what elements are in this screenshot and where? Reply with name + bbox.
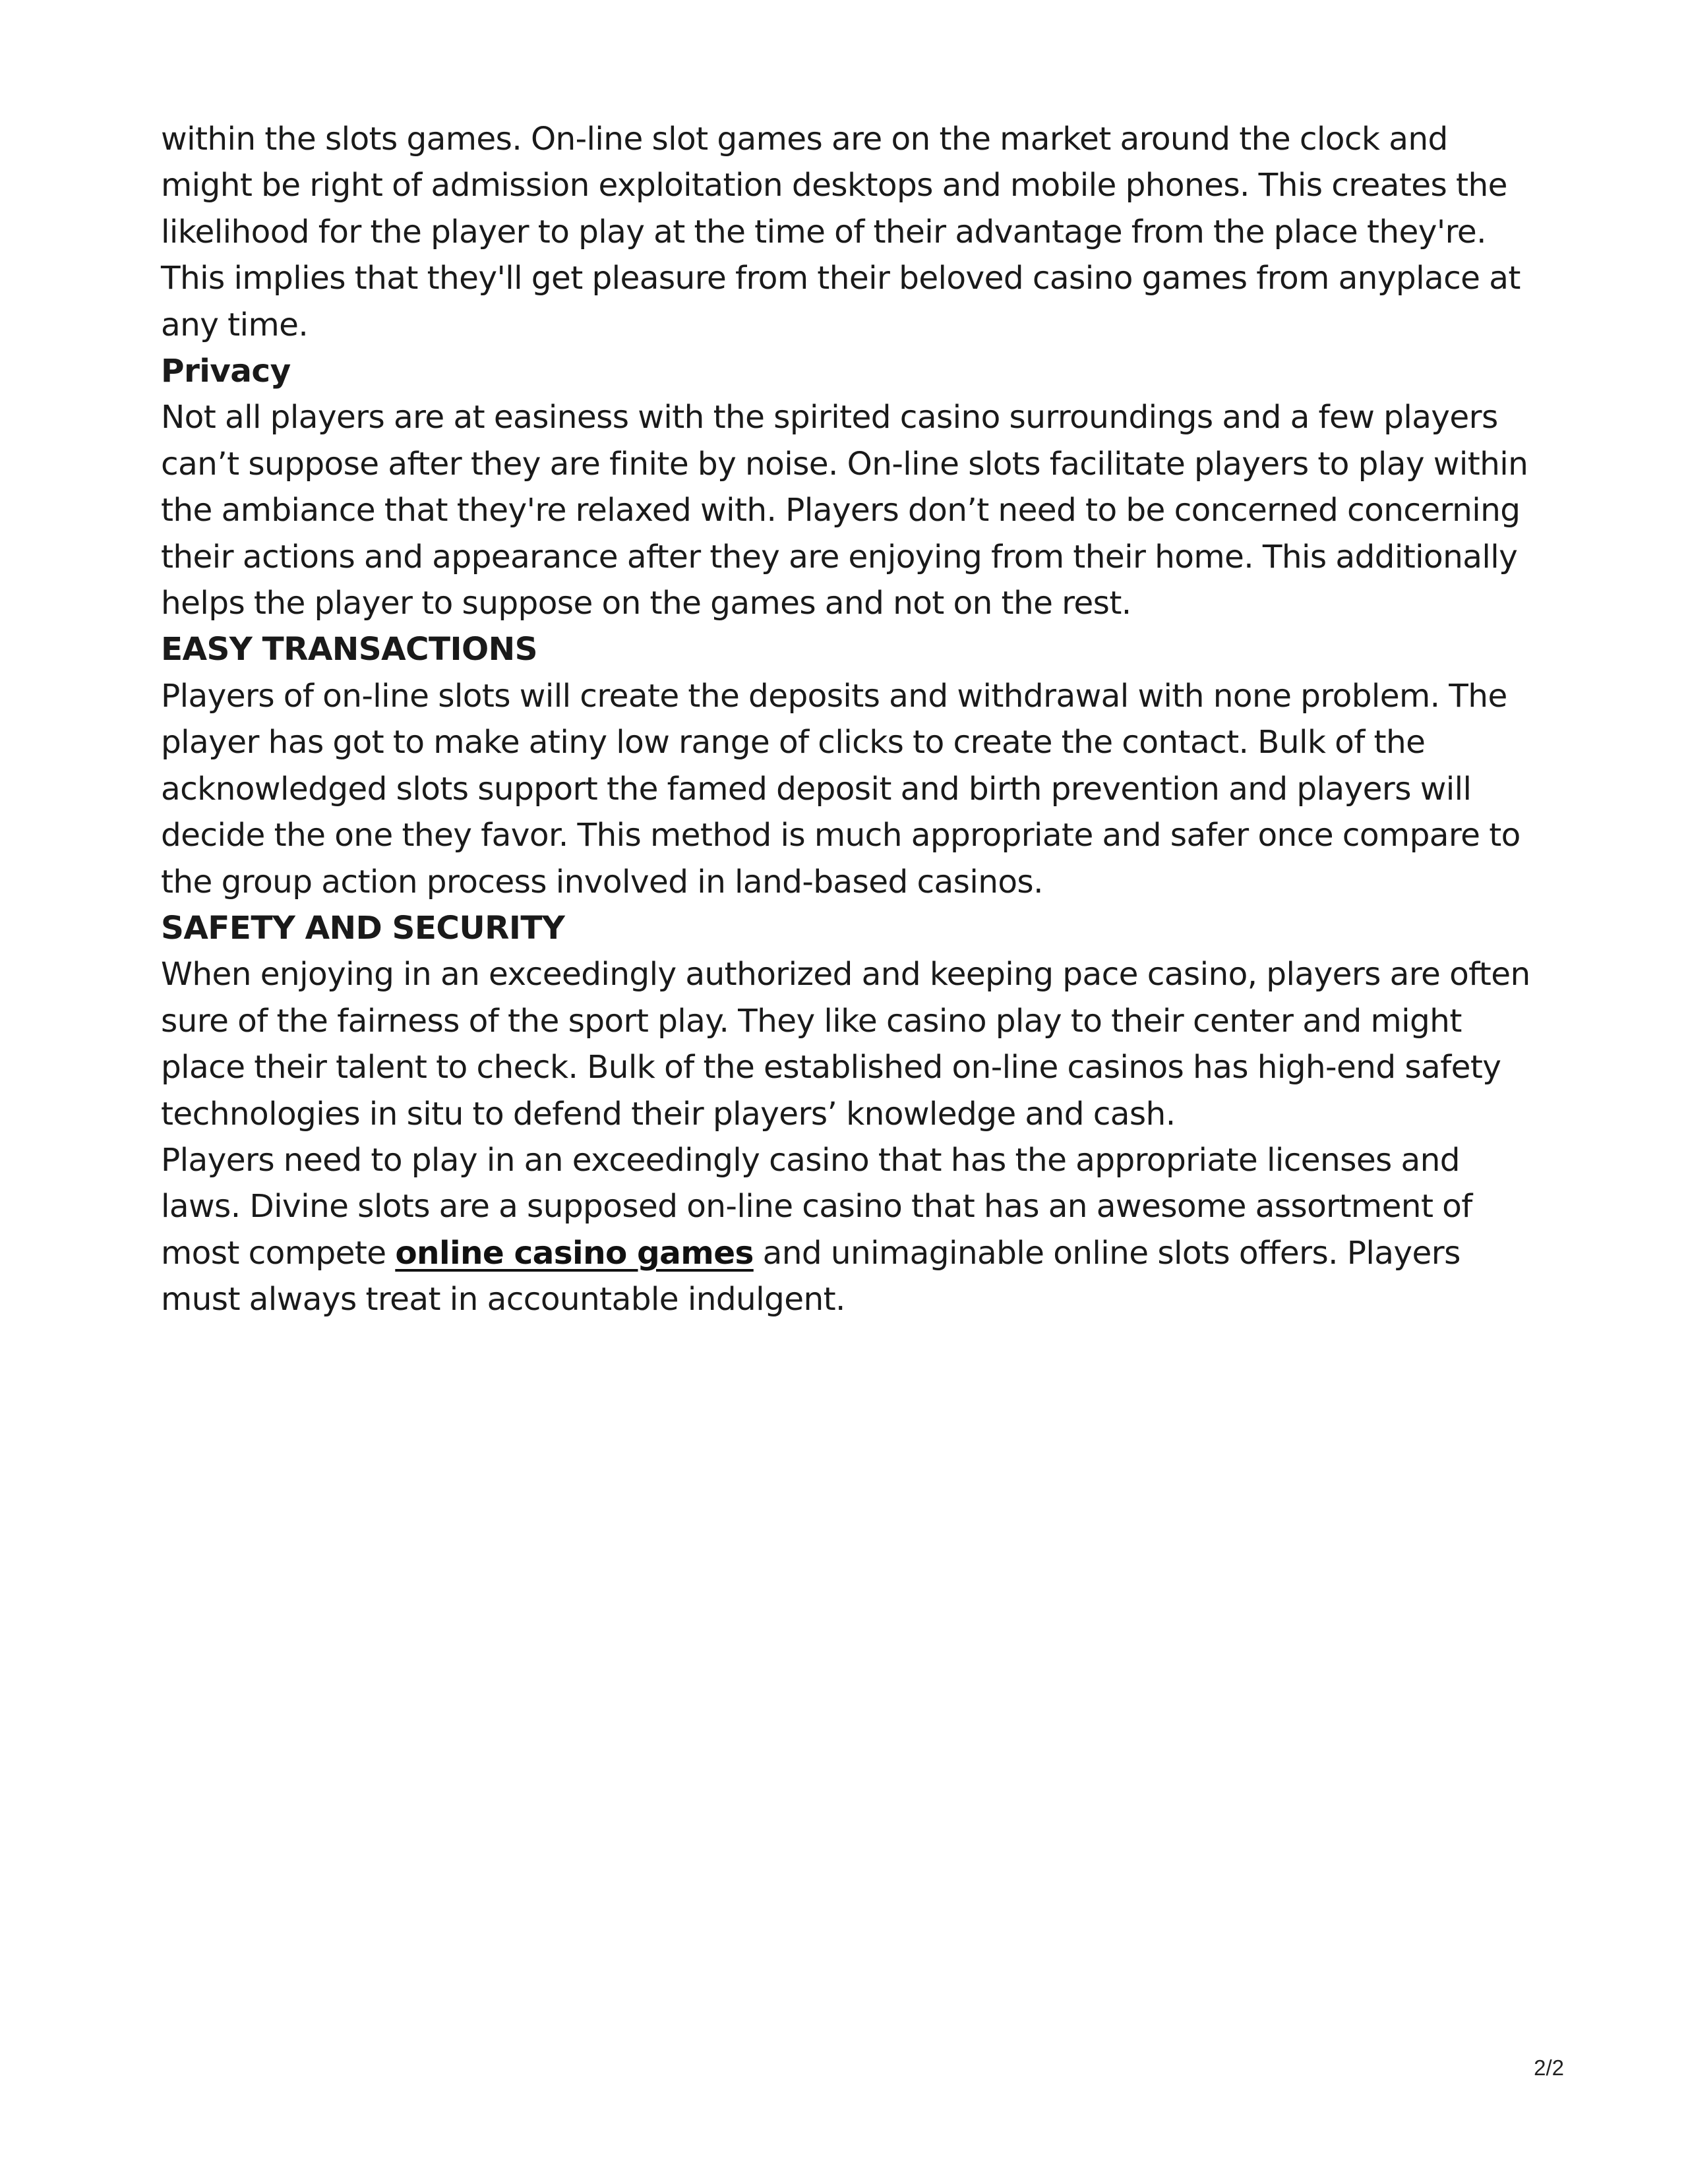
privacy-heading: Privacy: [161, 353, 291, 390]
closing-text-after-link: and unimaginable online slots offers. Players must always treat in accountable indulgent.: [161, 1234, 1461, 1318]
easy-transactions-heading: EASY TRANSACTIONS: [161, 631, 537, 668]
intro-paragraph: within the slots games. On-line slot games are on the market around the clock and might be right of admission exploitation desktops and mobile phones. This creates the likelihood for the player to play at the time of their advantage from the place they're. This implies that they'll get pleasure from their beloved casino games from anyplace at any time.: [161, 121, 1521, 343]
privacy-paragraph: Not all players are at easiness with the spirited casino surroundings and a few players can’t suppose after they are finite by noise. On-line slots facilitate players to play within the ambiance that they're relaxed with. Players don’t need to be concerned concerning their actions and appearance after they are enjoying from their home. This additionally helps the player to suppose on the games and not on the rest.: [161, 399, 1528, 622]
closing-paragraph: [161, 1137, 1532, 1323]
document-body: [161, 116, 1532, 1323]
page-number: 2/2: [1534, 2055, 1564, 2080]
online-casino-games-link[interactable]: online casino games: [395, 1234, 754, 1272]
easy-transactions-paragraph: Players of on-line slots will create the deposits and withdrawal with none problem. The player has got to make atiny low range of clicks to create the contact. Bulk of the acknowledged slots support the famed deposit and birth prevention and players will decide the one they favor. This method is much appropriate and safer once compare to the group action process involved in land-based casinos.: [161, 677, 1521, 900]
safety-security-paragraph: When enjoying in an exceedingly authorized and keeping pace casino, players are often sure of the fairness of the sport play. They like casino play to their center and might place their talent to check. Bulk of the established on-line casinos has high-end safety technologies in situ to defend their players’ knowledge and cash.: [161, 956, 1530, 1133]
closing-text-before-link: Players need to play in an exceedingly casino that has the appropriate licenses and laws. Divine slots are a supposed on-line casino that has an awesome assortment of most compete: [161, 1141, 1472, 1272]
safety-security-heading: SAFETY AND SECURITY: [161, 909, 565, 947]
